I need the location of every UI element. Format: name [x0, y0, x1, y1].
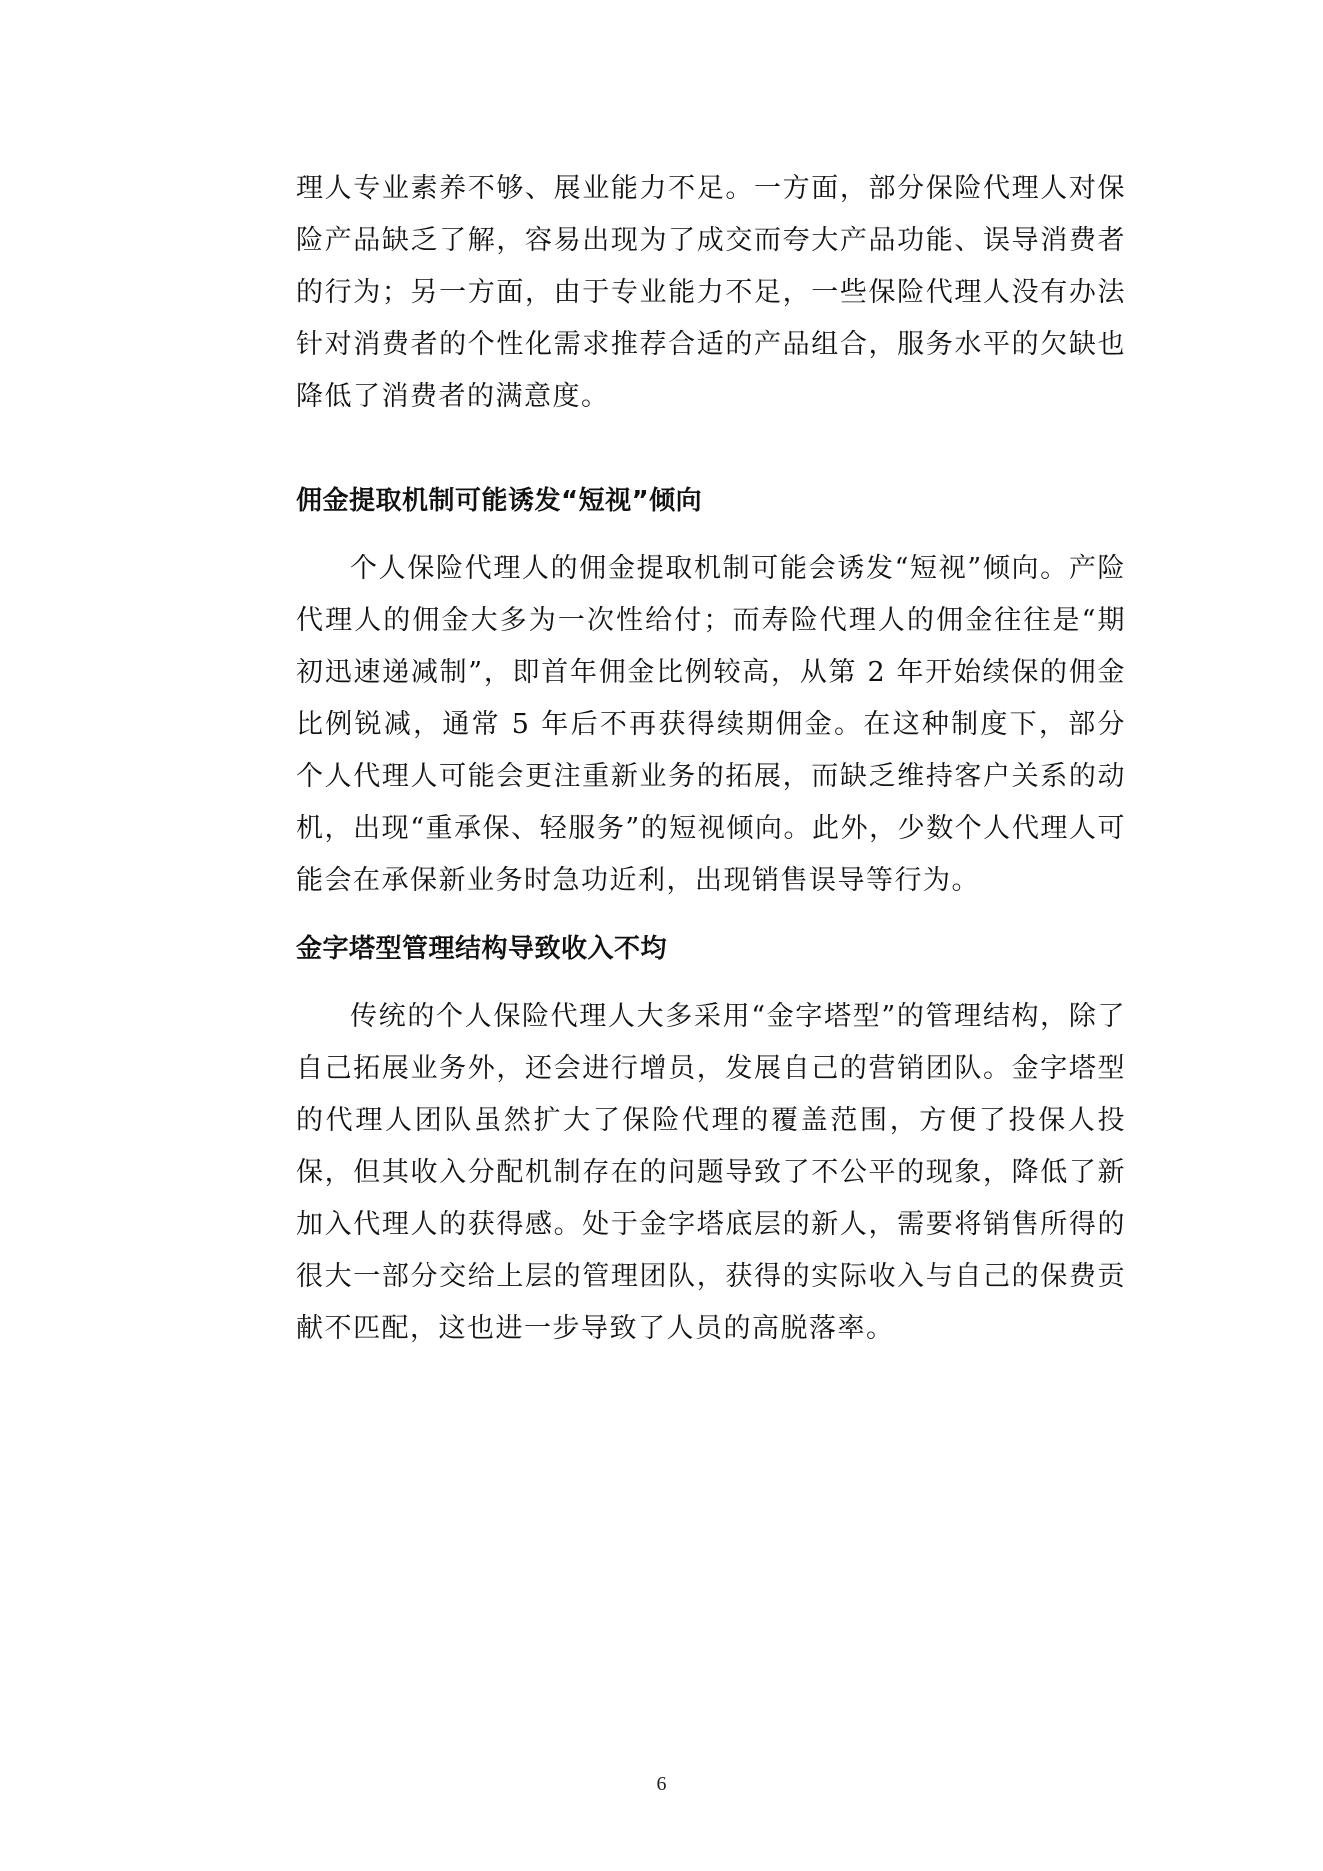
- page-body: [296, 163, 1126, 1355]
- paragraph-pyramid: 传统的个人保险代理人大多采用“金字塔型”的管理结构，除了自己拓展业务外，还会进行增员，发展自己的营销团队。金字塔型的代理人团队虽然扩大了保险代理的覆盖范围，方便了投保人投保，但其收入分配机制存在的问题导致了不公平的现象，降低了新加入代理人的获得感。处于金字塔底层的新人，需要将销售所得的很大一部分交给上层的管理团队，获得的实际收入与自己的保费贡献不匹配，这也进一步导致了人员的高脱落率。: [296, 1001, 1126, 1344]
- page-number: 6: [656, 1773, 667, 1795]
- paragraph-commission: 个人保险代理人的佣金提取机制可能会诱发“短视”倾向。产险代理人的佣金大多为一次性给付；而寿险代理人的佣金往往是“期初迅速递减制”，即首年佣金比例较高，从第 2 年开始续保的佣金比例锐减，通常 5 年后不再获得续期佣金。在这种制度下，部分个人代理人可能会更注重新业务的拓展，而缺乏维持客户关系的动机，出现“重承保、轻服务”的短视倾向。此外，少数个人代理人可能会在承保新业务时急功近利，出现销售误导等行为。: [296, 553, 1126, 896]
- paragraph-continued: 理人专业素养不够、展业能力不足。一方面，部分保险代理人对保险产品缺乏了解，容易出现为了成交而夸大产品功能、误导消费者的行为；另一方面，由于专业能力不足，一些保险代理人没有办法针对消费者的个性化需求推荐合适的产品组合，服务水平的欠缺也降低了消费者的满意度。: [296, 173, 1126, 412]
- section-heading-pyramid: 金字塔型管理结构导致收入不均: [296, 934, 668, 964]
- section-heading-commission: 佣金提取机制可能诱发“短视”倾向: [296, 486, 703, 516]
